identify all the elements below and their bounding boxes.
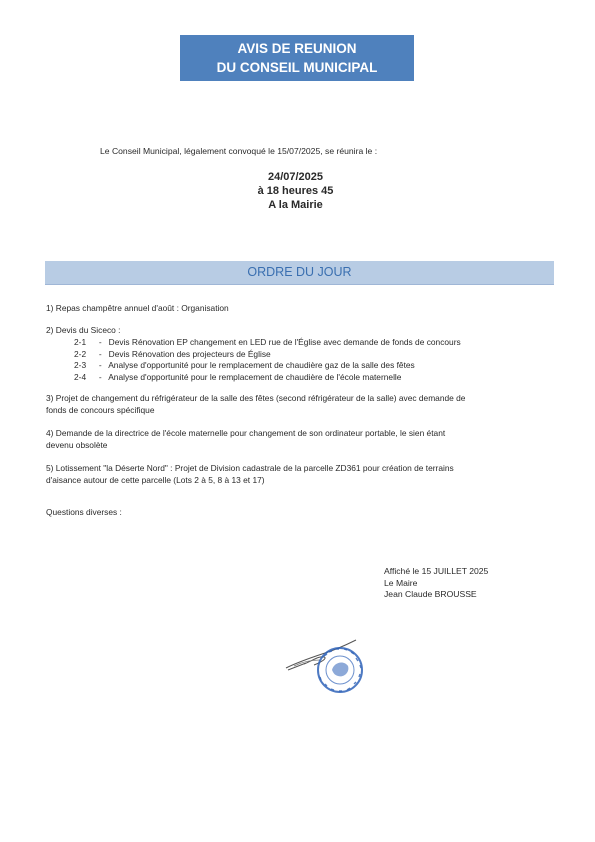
sub-item-number: 2-2 — [74, 348, 87, 359]
agenda-sub-item — [74, 349, 271, 361]
agenda-item-3-line-1: 3) Projet de changement du réfrigérateur de la salle des fêtes (second réfrigérateur de la salle) avec demande de — [46, 393, 466, 403]
sub-item-text: Devis Rénovation EP changement en LED rue de l'Église avec demande de fonds de concours — [108, 337, 461, 347]
meeting-time: à 18 heures 45 — [257, 185, 334, 197]
sub-item-text: Devis Rénovation des projecteurs de Église — [108, 348, 271, 359]
title-line-2: DU CONSEIL MUNICIPAL — [216, 60, 378, 75]
agenda-item-2: 2) Devis du Siceco : — [46, 325, 121, 335]
sub-item-text: Analyse d'opportunité pour le remplacement de chaudière gaz de la salle des fêtes — [108, 360, 415, 370]
signatory-role: Le Maire — [384, 577, 418, 588]
notice-title-box — [180, 35, 414, 81]
agenda-item-5-line-1: 5) Lotissement "la Déserte Nord" : Projet de Division cadastrale de la parcelle ZD361 pour création de terrains — [46, 463, 454, 473]
meeting-details — [0, 170, 595, 212]
title-line-1: AVIS DE REUNION — [237, 41, 357, 56]
meeting-place: A la Mairie — [268, 199, 323, 211]
sub-item-dash: - — [98, 348, 102, 359]
agenda-sub-item — [74, 337, 461, 349]
agenda-sub-item — [74, 372, 401, 384]
questions-diverses: Questions diverses : — [46, 507, 122, 517]
agenda-heading: ORDRE DU JOUR — [45, 261, 554, 285]
agenda-sub-item — [74, 360, 415, 372]
posting-date: Affiché le 15 JUILLET 2025 — [384, 566, 489, 576]
mayor-signature-stamp — [284, 630, 374, 700]
sub-item-number: 2-3 — [74, 360, 87, 370]
sub-item-text: Analyse d'opportunité pour le remplacement de chaudière de l'école maternelle — [108, 371, 402, 382]
agenda-item-3-line-2: fonds de concours spécifique — [46, 404, 155, 415]
signatory-name: Jean Claude BROUSSE — [384, 589, 477, 599]
sub-item-dash: - — [98, 360, 102, 370]
agenda-item-1: 1) Repas champêtre annuel d'août : Organisation — [46, 303, 229, 313]
sub-item-number: 2-4 — [74, 371, 87, 382]
agenda-item-5-line-2: d'aisance autour de cette parcelle (Lots 2 à 5, 8 à 13 et 17) — [46, 474, 265, 485]
sub-item-dash: - — [98, 371, 102, 382]
intro-text: Le Conseil Municipal, légalement convoqué le 15/07/2025, se réunira le : — [100, 146, 378, 156]
agenda-item-4-line-1: 4) Demande de la directrice de l'école maternelle pour changement de son ordinateur portable, le sien étant — [46, 428, 446, 438]
meeting-date: 24/07/2025 — [267, 171, 324, 183]
sub-item-dash: - — [98, 337, 102, 347]
agenda-item-4-line-2: devenu obsolète — [46, 439, 108, 450]
sub-item-number: 2-1 — [74, 337, 87, 347]
